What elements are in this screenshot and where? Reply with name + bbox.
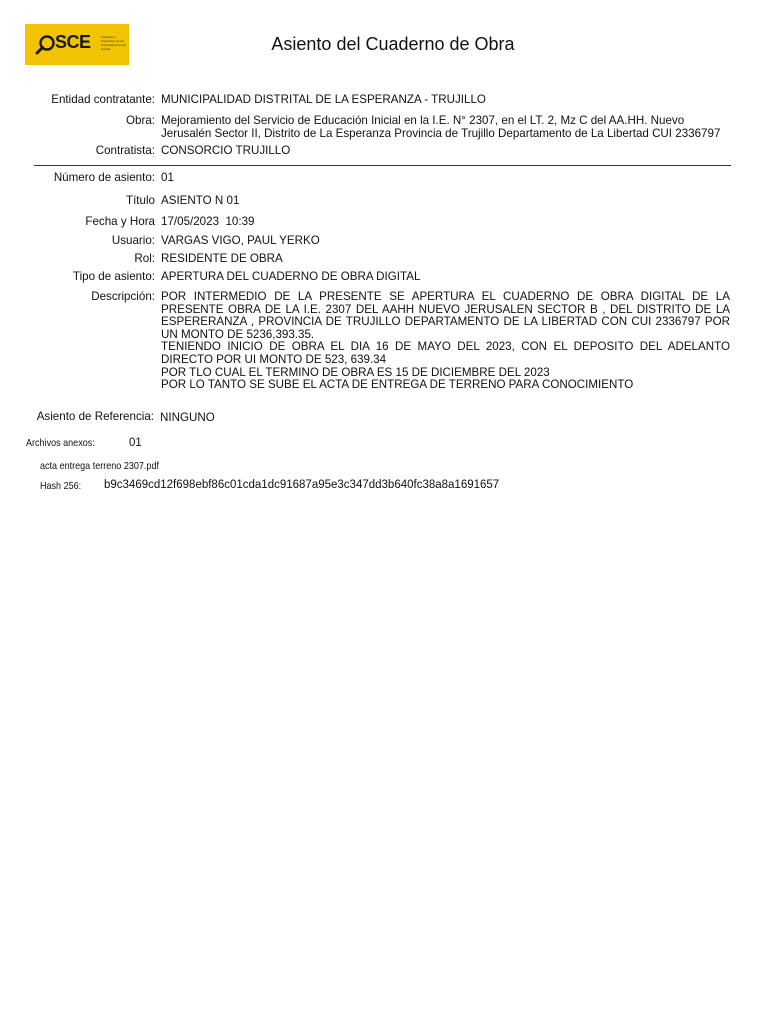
numero-label: Número de asiento: (53, 171, 155, 184)
fecha-value: 17/05/2023 10:39 (161, 215, 255, 228)
hash-value: b9c3469cd12f698ebf86c01cda1dc91687a95e3c347dd3b640fc38a8a1691657 (104, 479, 500, 491)
referencia-value: NINGUNO (160, 411, 215, 424)
obra-value: Mejoramiento del Servicio de Educación Inicial en la I.E. N° 2307, en el LT. 2, Mz C del AA.HH. Nuevo Jerusalén Sector II, Distrito de La Esperanza Provincia de Trujillo Departamento de La Libertad CUI 2336797 (161, 114, 721, 140)
descripcion-paragraph-2: TENIENDO INICIO DE OBRA EL DIA 16 DE MAYO DEL 2023, CON EL DEPOSITO DEL ADELANTO DIRECTO POR UI MONTO DE 523, 639.34 (161, 340, 730, 366)
hash-label: Hash 256: (40, 480, 82, 492)
contratista-label: Contratista: (95, 144, 155, 157)
tipo-label: Tipo de asiento: (72, 270, 155, 283)
tipo-value: APERTURA DEL CUADERNO DE OBRA DIGITAL (161, 270, 421, 283)
header-divider (34, 165, 731, 166)
descripcion-paragraph-3: POR TLO CUAL EL TERMINO DE OBRA ES 15 DE DICIEMBRE DEL 2023 (161, 365, 550, 379)
descripcion-label: Descripción: (91, 290, 155, 303)
entidad-label: Entidad contratante: (51, 93, 155, 106)
rol-label: Rol: (134, 252, 155, 265)
descripcion-paragraph-4: POR LO TANTO SE SUBE EL ACTA DE ENTREGA DE TERRENO PARA CONOCIMIENTO (161, 378, 634, 392)
rol-value: RESIDENTE DE OBRA (161, 252, 283, 265)
titulo-label: Título (126, 194, 155, 207)
obra-label: Obra: (126, 114, 155, 127)
referencia-label: Asiento de Referencia: (36, 410, 154, 423)
descripcion-paragraph-1: POR INTERMEDIO DE LA PRESENTE SE APERTURA EL CUADERNO DE OBRA DIGITAL DE LA PRESENTE OBRA DE LA I.E. 2307 DEL AAHH NUEVO JERUSALEN SECTOR B , DEL DISTRITO DE LA ESPERERANZA , PROVINCIA DE TRUJILLO DEPARTAMENTO DE LA LIBERTAD CON CUI 2336797 POR UN MONTO DE 5236,393.35. (161, 290, 730, 341)
usuario-value: VARGAS VIGO, PAUL YERKO (161, 234, 320, 247)
fecha-label: Fecha y Hora (85, 215, 155, 228)
contratista-value: CONSORCIO TRUJILLO (161, 144, 291, 157)
anexo-file-name[interactable]: acta entrega terreno 2307.pdf (40, 460, 159, 472)
entidad-value: MUNICIPALIDAD DISTRITAL DE LA ESPERANZA - TRUJILLO (161, 93, 486, 106)
anexos-label: Archivos anexos: (26, 437, 95, 449)
anexos-count: 01 (129, 437, 142, 449)
numero-value: 01 (161, 171, 174, 184)
page-title: Asiento del Cuaderno de Obra (271, 34, 515, 54)
usuario-label: Usuario: (111, 234, 155, 247)
titulo-value: ASIENTO N 01 (161, 194, 240, 207)
logo-subtext: Organismo Supervisor de las Contrataciones del Estado (101, 35, 127, 51)
logo-text: SCE (55, 32, 91, 52)
descripcion-value (161, 291, 730, 392)
